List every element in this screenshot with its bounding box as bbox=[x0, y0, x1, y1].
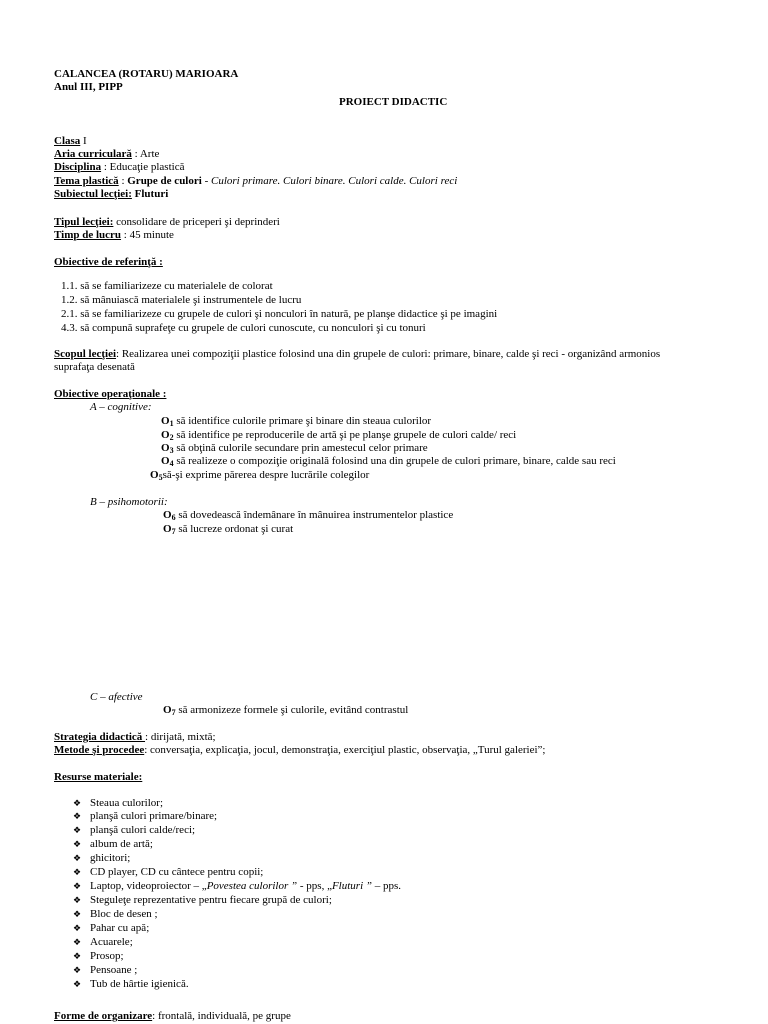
objective-o5: $O_5să-şi$ exprime părerea despre lucrările colegilor bbox=[150, 469, 370, 482]
objective-o1: $O_1$ să identifice culorile primare şi binare din steaua culorilor bbox=[161, 415, 432, 428]
list-item: ❖ Bloc de desen ; bbox=[73, 908, 158, 920]
metode-value: : conversaţia, explicaţia, jocul, demonstraţia, exerciţiul plastic, observaţia, „Turul galeriei”; bbox=[144, 744, 546, 756]
obiectiv-referinta-item: 1.2. să mânuiască materialele şi instrumentele de lucru bbox=[61, 294, 302, 306]
objective-o4: $O_4$ să realizeze o compoziţie originală folosind una din grupele de culori primare, binare, calde sau reci bbox=[161, 455, 616, 468]
forme-value: : frontală, individuală, pe grupe bbox=[152, 1010, 291, 1022]
scopul-line bbox=[54, 348, 660, 361]
objective-o6: $O_6$ să dovedească îndemânare în mânuirea instrumentelor plastice bbox=[163, 509, 454, 522]
metode-line bbox=[54, 744, 545, 757]
objective-o3: $O_3$ să obţină culorile secundare prin amestecul celor primare bbox=[161, 442, 428, 455]
diamond-bullet-icon: ❖ bbox=[73, 965, 82, 975]
diamond-bullet-icon: ❖ bbox=[73, 923, 82, 933]
obiective-referinta-heading: Obiective de referinţă : bbox=[54, 256, 163, 268]
strategia-value: : dirijată, mixtă; bbox=[145, 731, 216, 743]
forme-label: Forme de organizare bbox=[54, 1010, 153, 1022]
psihomotorii-label: B – psihomotorii: bbox=[90, 496, 168, 508]
metode-label: Metode şi procedee bbox=[54, 744, 145, 756]
afective-label: C – afective bbox=[90, 691, 143, 703]
obiective-operationale-heading: Obiective operaţionale : bbox=[54, 388, 167, 400]
scopul-label: Scopul lecţiei bbox=[54, 348, 117, 360]
disciplina-label: Disciplina bbox=[54, 161, 102, 173]
timp-line bbox=[54, 229, 174, 242]
forme-line bbox=[54, 1010, 291, 1023]
scopul-line-2: suprafaţa desenată bbox=[54, 361, 135, 373]
clasa-line bbox=[54, 135, 87, 148]
diamond-bullet-icon: ❖ bbox=[73, 825, 82, 835]
list-item: ❖ ghicitori; bbox=[73, 852, 131, 864]
tema-label: Tema plastică bbox=[54, 175, 119, 187]
timp-value: : 45 minute bbox=[121, 229, 174, 241]
disciplina-line bbox=[54, 161, 184, 174]
diamond-bullet-icon: ❖ bbox=[73, 979, 82, 989]
list-item: ❖ planşă culori primare/binare; bbox=[73, 810, 218, 822]
aria-line bbox=[54, 148, 159, 161]
timp-label: Timp de lucru bbox=[54, 229, 122, 241]
tema-bold: Grupe de culori bbox=[127, 175, 202, 187]
obiectiv-referinta-item: 2.1. să se familiarizeze cu grupele de culori şi nonculori în natură, pe planşe didactice şi pe imagini bbox=[61, 308, 498, 320]
obiectiv-referinta-item: 4.3. să compună suprafeţe cu grupele de culori cunoscute, cu nonculori şi cu tonuri bbox=[61, 322, 426, 334]
tipul-line bbox=[54, 216, 280, 229]
resurse-heading: Resurse materiale: bbox=[54, 771, 143, 783]
list-item: ❖ Tub de hârtie igienică. bbox=[73, 978, 189, 990]
subiect-line bbox=[54, 188, 168, 201]
diamond-bullet-icon: ❖ bbox=[73, 895, 82, 905]
objective-o7: $O_7$ să lucreze ordonat şi curat bbox=[163, 523, 294, 536]
subiect-value: Fluturi bbox=[131, 188, 169, 200]
diamond-bullet-icon: ❖ bbox=[73, 839, 82, 849]
clasa-value: I bbox=[80, 135, 87, 147]
scopul-text: : Realizarea unei compoziţii plastice folosind una din grupele de culori: primare, binare, calde şi reci - organizând armonios bbox=[116, 348, 661, 360]
document-title: PROIECT DIDACTIC bbox=[339, 96, 448, 108]
tema-italic: Culori primare. Culori binare. Culori calde. Culori reci bbox=[210, 175, 458, 187]
diamond-bullet-icon: ❖ bbox=[73, 937, 82, 947]
cognitive-label: A – cognitive: bbox=[90, 401, 152, 413]
list-item: ❖ Acuarele; bbox=[73, 936, 133, 948]
list-item: ❖ Laptop, videoproiector – „Povestea culorilor ” - pps, „Fluturi ” – pps. bbox=[73, 880, 402, 892]
diamond-bullet-icon: ❖ bbox=[73, 867, 82, 877]
strategia-label: Strategia didactică bbox=[54, 731, 146, 743]
year-program: Anul III, PIPP bbox=[54, 81, 123, 93]
tipul-label: Tipul lecţiei: bbox=[54, 216, 114, 228]
list-item: ❖ Steaua culorilor; bbox=[73, 797, 164, 809]
diamond-bullet-icon: ❖ bbox=[73, 853, 82, 863]
diamond-bullet-icon: ❖ bbox=[73, 811, 82, 821]
tema-dash: - bbox=[201, 175, 211, 187]
diamond-bullet-icon: ❖ bbox=[73, 909, 82, 919]
aria-value: : Arte bbox=[131, 148, 160, 160]
list-item: ❖ Steguleţe reprezentative pentru fiecare grupă de culori; bbox=[73, 894, 332, 906]
obiectiv-referinta-item: 1.1. să se familiarizeze cu materialele de colorat bbox=[61, 280, 273, 292]
strategia-line bbox=[54, 731, 216, 744]
subiect-label: Subiectul lecţiei: bbox=[54, 188, 132, 200]
clasa-label: Clasa bbox=[54, 135, 81, 147]
aria-label: Aria curriculară bbox=[54, 148, 132, 160]
disciplina-value: : Educaţie plastică bbox=[101, 161, 185, 173]
list-item: ❖ planşă culori calde/reci; bbox=[73, 824, 196, 836]
list-item: ❖ CD player, CD cu cântece pentru copii; bbox=[73, 866, 264, 878]
list-item: ❖ Pahar cu apă; bbox=[73, 922, 150, 934]
tipul-value: consolidare de priceperi şi deprinderi bbox=[113, 216, 280, 228]
diamond-bullet-icon: ❖ bbox=[73, 798, 82, 808]
tema-sep: : bbox=[118, 175, 128, 187]
list-item: ❖ album de artă; bbox=[73, 838, 153, 850]
objective-o7-afective: $O_7$ să armonizeze formele şi culorile, evitând contrastul bbox=[163, 704, 409, 717]
tema-line bbox=[54, 175, 457, 188]
author-name: CALANCEA (ROTARU) MARIOARA bbox=[54, 68, 239, 80]
diamond-bullet-icon: ❖ bbox=[73, 881, 82, 891]
list-item: ❖ Pensoane ; bbox=[73, 964, 138, 976]
diamond-bullet-icon: ❖ bbox=[73, 951, 82, 961]
list-item: ❖ Prosop; bbox=[73, 950, 124, 962]
objective-o2: $O_2$ să identifice pe reproducerile de artă şi pe planşe grupele de culori calde/ reci bbox=[161, 429, 517, 442]
